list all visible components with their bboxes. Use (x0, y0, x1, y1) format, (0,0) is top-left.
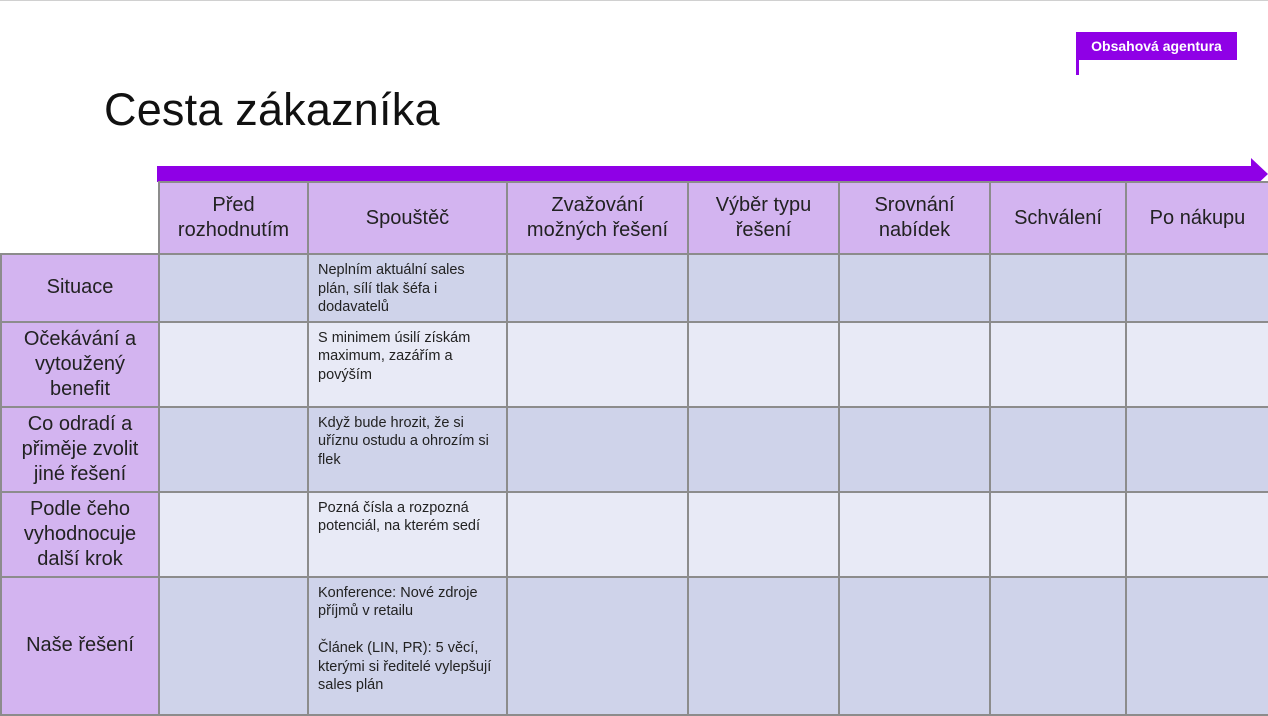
table-cell-spoustec: S minimem úsilí získám maximum, zazářím a povýším (308, 322, 507, 407)
table-cell (990, 407, 1126, 492)
page-title: Cesta zákazníka (104, 84, 440, 135)
column-header-zvazovani (507, 182, 688, 254)
table-cell (507, 254, 688, 322)
table-cell (1126, 254, 1268, 322)
table-cell (688, 322, 839, 407)
table-cell (1126, 577, 1268, 715)
table-cell (688, 407, 839, 492)
column-header-label: Spouštěč (365, 206, 450, 229)
column-header-label: Zvažování možných řešení (526, 194, 669, 241)
column-header-label: Po nákupu (1149, 206, 1246, 229)
table-row (1, 577, 1268, 715)
table-cell-spoustec: Když bude hrozit, že si uříznu ostudu a ohrozím si flek (308, 407, 507, 492)
table-cell (159, 322, 308, 407)
customer-journey-table (0, 181, 1268, 716)
table-cell (839, 322, 990, 407)
table-cell (839, 254, 990, 322)
table-cell (159, 254, 308, 322)
table-cell (507, 492, 688, 577)
agency-badge (1076, 32, 1237, 60)
column-header-srovnani (839, 182, 990, 254)
column-header-label: Schválení (1014, 206, 1102, 229)
agency-badge-label: Obsahová agentura (1091, 38, 1222, 54)
table-cell (1126, 492, 1268, 577)
table-cell (159, 577, 308, 715)
table-cell (1126, 407, 1268, 492)
column-header-label: Výběr typu řešení (715, 194, 812, 241)
column-header-label: Před rozhodnutím (177, 194, 290, 241)
table-row (1, 322, 1268, 407)
column-header-vyber-typu (688, 182, 839, 254)
row-header-co-odradi: Co odradí a přiměje zvolit jiné řešení (1, 407, 159, 492)
column-header-pred-rozhodnutim (159, 182, 308, 254)
table-cell (990, 577, 1126, 715)
row-header-situace: Situace (1, 254, 159, 322)
table-cell (159, 492, 308, 577)
row-header-ocekavani: Očekávání a vytoužený benefit (1, 322, 159, 407)
table-cell (990, 492, 1126, 577)
table-cell (507, 577, 688, 715)
table-cell (688, 492, 839, 577)
table-cell (507, 322, 688, 407)
column-header-po-nakupu (1126, 182, 1268, 254)
table-cell (688, 254, 839, 322)
row-header-podle-ceho: Podle čeho vyhodnocuje další krok (1, 492, 159, 577)
column-header-spoustec (308, 182, 507, 254)
table-row (1, 407, 1268, 492)
table-cell (990, 254, 1126, 322)
table-cell (507, 407, 688, 492)
table-row (1, 492, 1268, 577)
header-row (1, 182, 1268, 254)
table-cell (839, 407, 990, 492)
badge-flag-pole (1076, 60, 1079, 75)
table-cell (159, 407, 308, 492)
table-cell-spoustec: Neplním aktuální sales plán, sílí tlak šéfa i dodavatelů (308, 254, 507, 322)
row-header-nase-reseni: Naše řešení (1, 577, 159, 715)
top-divider (0, 0, 1268, 1)
table-corner (1, 182, 159, 254)
table-cell-spoustec: Pozná čísla a rozpozná potenciál, na kterém sedí (308, 492, 507, 577)
table-cell (1126, 322, 1268, 407)
table-cell (688, 577, 839, 715)
table-cell (839, 577, 990, 715)
table-cell-spoustec: Konference: Nové zdroje příjmů v retailu Článek (LIN, PR): 5 věcí, kterými si ředitelé vylepšují sales plán (308, 577, 507, 715)
column-header-label: Srovnání nabídek (874, 194, 955, 241)
table-row (1, 254, 1268, 322)
table-cell (990, 322, 1126, 407)
column-header-schvaleni (990, 182, 1126, 254)
table-cell (839, 492, 990, 577)
